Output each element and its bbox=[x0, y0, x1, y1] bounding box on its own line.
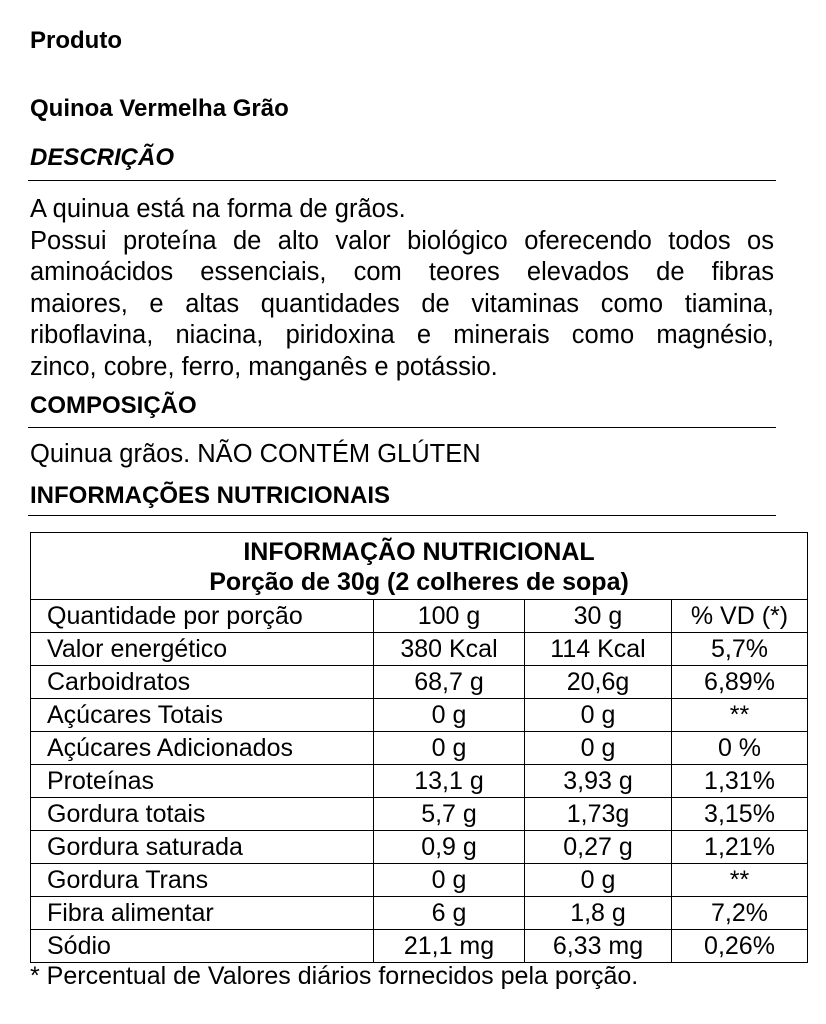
value-100g: 380 Kcal bbox=[374, 633, 525, 666]
nutrient-name: Gordura Trans bbox=[31, 864, 374, 897]
nutrient-name: Açúcares Adicionados bbox=[31, 732, 374, 765]
nutrient-name: Fibra alimentar bbox=[31, 897, 374, 930]
value-30g: 1,8 g bbox=[525, 897, 672, 930]
nutrient-name: Açúcares Totais bbox=[31, 699, 374, 732]
composicao-heading: COMPOSIÇÃO bbox=[30, 392, 197, 419]
value-100g: 0 g bbox=[374, 699, 525, 732]
value-30g: 0,27 g bbox=[525, 831, 672, 864]
value-30g: 20,6g bbox=[525, 666, 672, 699]
value-30g: 1,73g bbox=[525, 798, 672, 831]
column-header: Quantidade por porção bbox=[31, 600, 374, 633]
table-row bbox=[31, 798, 808, 831]
informacoes-heading: INFORMAÇÕES NUTRICIONAIS bbox=[30, 482, 390, 509]
value-100g: 0 g bbox=[374, 732, 525, 765]
column-header: 100 g bbox=[374, 600, 525, 633]
value-vd: ** bbox=[672, 864, 808, 897]
product-name: Quinoa Vermelha Grão bbox=[30, 95, 289, 122]
value-vd: 0,26% bbox=[672, 930, 808, 963]
value-vd: ** bbox=[672, 699, 808, 732]
value-100g: 13,1 g bbox=[374, 765, 525, 798]
value-100g: 0,9 g bbox=[374, 831, 525, 864]
column-header: % VD (*) bbox=[672, 600, 808, 633]
descricao-divider bbox=[28, 180, 776, 181]
table-header-row bbox=[31, 533, 808, 600]
descricao-line-6: zinco, cobre, ferro, manganês e potássio. bbox=[30, 352, 498, 381]
value-100g: 0 g bbox=[374, 864, 525, 897]
table-row bbox=[31, 699, 808, 732]
value-vd: 7,2% bbox=[672, 897, 808, 930]
value-vd: 3,15% bbox=[672, 798, 808, 831]
descricao-text bbox=[30, 194, 774, 383]
table-row bbox=[31, 633, 808, 666]
table-row bbox=[31, 765, 808, 798]
nutrient-name: Gordura totais bbox=[31, 798, 374, 831]
descricao-line-2: Possui proteína de alto valor biológico oferecendo todos os bbox=[30, 226, 774, 255]
value-vd: 1,31% bbox=[672, 765, 808, 798]
value-30g: 0 g bbox=[525, 864, 672, 897]
composicao-divider bbox=[28, 427, 776, 428]
produto-label: Produto bbox=[30, 27, 122, 54]
table-row bbox=[31, 831, 808, 864]
nutrient-name: Gordura saturada bbox=[31, 831, 374, 864]
table-row bbox=[31, 897, 808, 930]
footnote: * Percentual de Valores diários fornecidos pela porção. bbox=[30, 962, 639, 990]
descricao-line-5: riboflavina, niacina, piridoxina e minerais como magnésio, bbox=[30, 321, 774, 349]
value-vd: 0 % bbox=[672, 732, 808, 765]
value-30g: 6,33 mg bbox=[525, 930, 672, 963]
value-100g: 68,7 g bbox=[374, 666, 525, 699]
descricao-line-3: aminoácidos essenciais, com teores elevados de fibras bbox=[30, 258, 774, 286]
descricao-heading: DESCRIÇÃO bbox=[30, 144, 175, 171]
value-vd: 1,21% bbox=[672, 831, 808, 864]
table-title-cell bbox=[31, 533, 808, 600]
value-100g: 21,1 mg bbox=[374, 930, 525, 963]
table-row bbox=[31, 864, 808, 897]
nutrient-name: Valor energético bbox=[31, 633, 374, 666]
table-row bbox=[31, 666, 808, 699]
nutrient-name: Carboidratos bbox=[31, 666, 374, 699]
value-vd: 5,7% bbox=[672, 633, 808, 666]
value-30g: 114 Kcal bbox=[525, 633, 672, 666]
nutrition-table bbox=[30, 532, 808, 963]
value-100g: 6 g bbox=[374, 897, 525, 930]
value-30g: 3,93 g bbox=[525, 765, 672, 798]
value-100g: 5,7 g bbox=[374, 798, 525, 831]
value-30g: 0 g bbox=[525, 732, 672, 765]
table-title: INFORMAÇÃO NUTRICIONAL bbox=[243, 538, 595, 566]
descricao-line-1: A quinua está na forma de grãos. bbox=[30, 195, 406, 223]
value-30g: 0 g bbox=[525, 699, 672, 732]
table-row bbox=[31, 732, 808, 765]
informacoes-divider bbox=[28, 515, 776, 516]
table-row bbox=[31, 930, 808, 963]
descricao-line-4: maiores, e altas quantidades de vitaminas como tiamina, bbox=[30, 289, 774, 318]
table-columns-row bbox=[31, 600, 808, 633]
nutrient-name: Proteínas bbox=[31, 765, 374, 798]
nutrient-name: Sódio bbox=[31, 930, 374, 963]
value-vd: 6,89% bbox=[672, 666, 808, 699]
composicao-text: Quinua grãos. NÃO CONTÉM GLÚTEN bbox=[30, 440, 481, 468]
column-header: 30 g bbox=[525, 600, 672, 633]
table-portion: Porção de 30g (2 colheres de sopa) bbox=[209, 568, 629, 596]
